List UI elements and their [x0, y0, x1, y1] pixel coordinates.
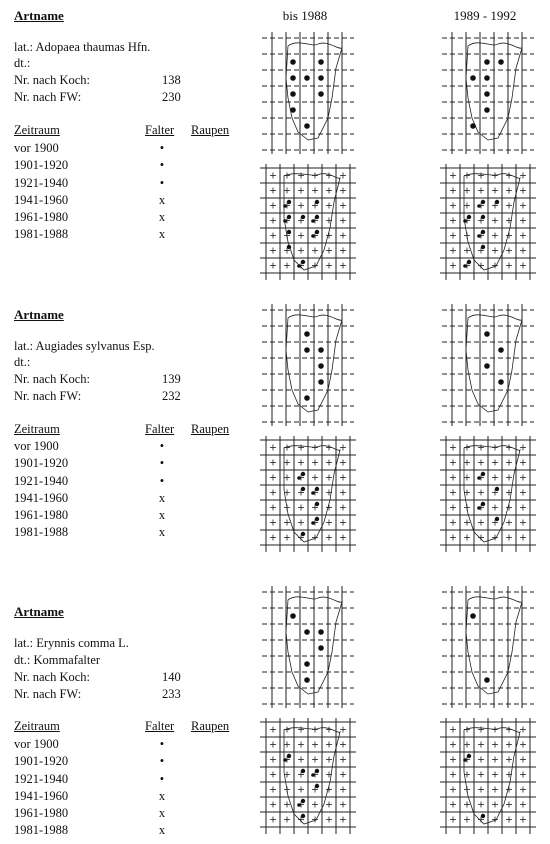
distribution-grid-map [438, 300, 538, 430]
period-row: 1921-1940 [14, 176, 69, 190]
raupen-header: Raupen [191, 422, 230, 436]
distribution-grid-map [258, 28, 358, 158]
period-row: vor 1900 [14, 439, 59, 453]
distribution-grid-map [438, 582, 538, 712]
species-heading: Artname [14, 604, 64, 619]
falter-mark: • [159, 456, 165, 470]
koch-number: 140 [162, 670, 181, 684]
period-row: 1981-1988 [14, 227, 69, 241]
falter-mark: • [159, 176, 165, 190]
period-row: 1981-1988 [14, 525, 69, 539]
latin-name: lat.: Adopaea thaumas Hfn. [14, 40, 151, 54]
latin-name: lat.: Augiades sylvanus Esp. [14, 339, 155, 353]
period-row: 1961-1980 [14, 806, 69, 820]
distribution-grid-map [258, 716, 358, 836]
falter-mark: x [158, 193, 166, 207]
period-row: 1941-1960 [14, 789, 69, 803]
fw-label: Nr. nach FW: [14, 389, 82, 403]
falter-mark: • [159, 158, 165, 172]
period-row: 1901-1920 [14, 456, 69, 470]
falter-mark: x [158, 227, 166, 241]
zeitraum-header: Zeitraum [14, 719, 60, 733]
german-name: dt.: [14, 56, 31, 70]
period-row: vor 1900 [14, 141, 59, 155]
raupen-header: Raupen [191, 123, 230, 137]
falter-mark: x [158, 508, 166, 522]
koch-label: Nr. nach Koch: [14, 670, 91, 684]
falter-mark: x [158, 789, 166, 803]
period-row: 1901-1920 [14, 158, 69, 172]
period-row: 1961-1980 [14, 210, 69, 224]
fw-number: 230 [162, 90, 181, 104]
period-row: vor 1900 [14, 737, 59, 751]
koch-label: Nr. nach Koch: [14, 73, 91, 87]
distribution-grid-map [258, 162, 358, 282]
period-row: 1941-1960 [14, 491, 69, 505]
period-row: 1921-1940 [14, 772, 69, 786]
falter-header: Falter [145, 719, 175, 733]
latin-name: lat.: Erynnis comma L. [14, 636, 129, 650]
distribution-grid-map [438, 434, 538, 554]
raupen-header: Raupen [191, 719, 230, 733]
distribution-grid-map [258, 582, 358, 712]
falter-mark: • [159, 754, 165, 768]
distribution-grid-map [258, 434, 358, 554]
koch-number: 139 [162, 372, 181, 386]
distribution-grid-map [438, 28, 538, 158]
falter-mark: x [158, 491, 166, 505]
period-row: 1981-1988 [14, 823, 69, 837]
fw-label: Nr. nach FW: [14, 90, 82, 104]
falter-mark: • [159, 737, 165, 751]
period-row: 1961-1980 [14, 508, 69, 522]
falter-mark: • [159, 772, 165, 786]
fw-number: 232 [162, 389, 181, 403]
zeitraum-header: Zeitraum [14, 422, 60, 436]
falter-mark: x [158, 525, 166, 539]
falter-mark: • [159, 474, 165, 488]
falter-mark: x [158, 806, 166, 820]
falter-mark: • [159, 439, 165, 453]
german-name: dt.: [14, 355, 31, 369]
species-heading: Artname [14, 307, 64, 322]
falter-header: Falter [145, 422, 175, 436]
column-header-bis-1988: bis 1988 [282, 8, 328, 23]
distribution-grid-map [438, 716, 538, 836]
koch-label: Nr. nach Koch: [14, 372, 91, 386]
period-row: 1941-1960 [14, 193, 69, 207]
falter-mark: • [159, 141, 165, 155]
zeitraum-header: Zeitraum [14, 123, 60, 137]
species-heading: Artname [14, 8, 64, 23]
column-header-1989-1992: 1989 - 1992 [453, 8, 517, 23]
falter-mark: x [158, 823, 166, 837]
falter-header: Falter [145, 123, 175, 137]
distribution-grid-map [258, 300, 358, 430]
period-row: 1901-1920 [14, 754, 69, 768]
koch-number: 138 [162, 73, 181, 87]
distribution-grid-map [438, 162, 538, 282]
period-row: 1921-1940 [14, 474, 69, 488]
german-name: dt.: Kommafalter [14, 653, 101, 667]
falter-mark: x [158, 210, 166, 224]
fw-number: 233 [162, 687, 181, 701]
fw-label: Nr. nach FW: [14, 687, 82, 701]
